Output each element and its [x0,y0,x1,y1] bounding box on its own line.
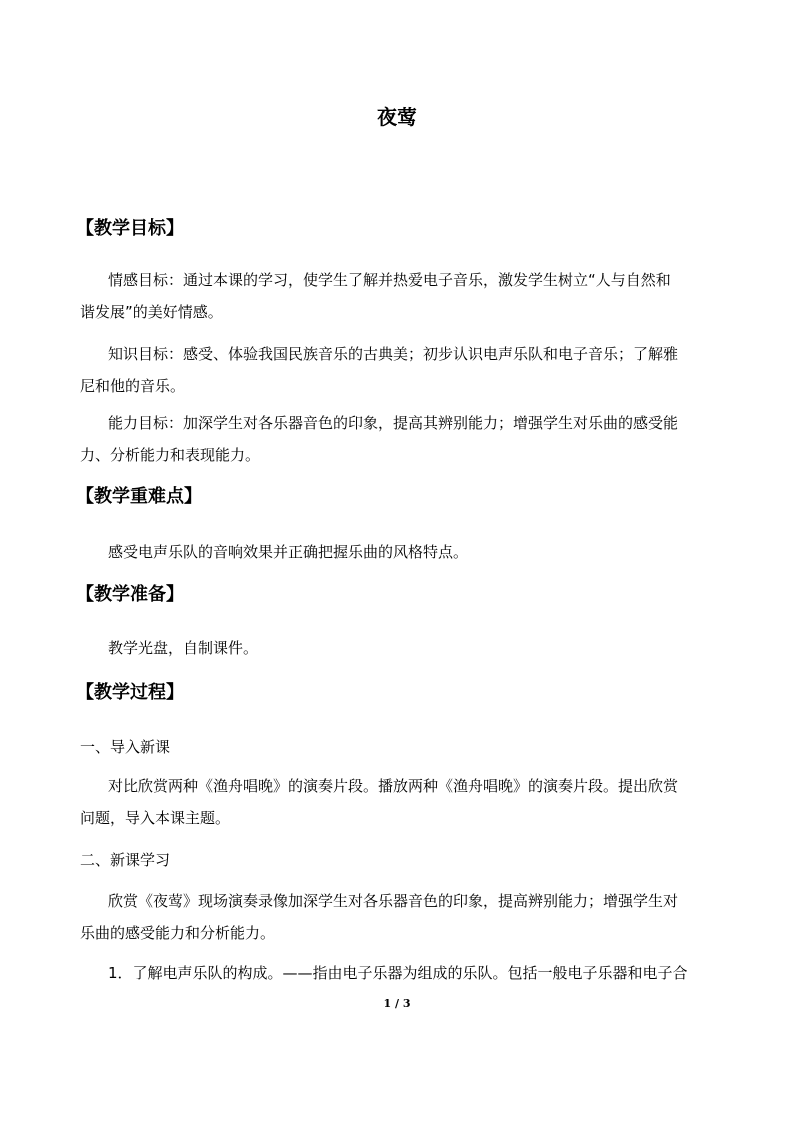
section-heading-goals: 【教学目标】 [76,218,184,239]
paragraph-step-1 [80,770,720,834]
paragraph-step-2 [80,885,720,949]
section-heading-key-points: 【教学重难点】 [76,486,202,507]
page-number: 1 / 3 [383,997,411,1010]
document-title: 夜莺 [377,105,417,129]
paragraph-line: 力、分析能力和表现能力。 [80,446,261,464]
paragraph-line: 知识目标：感受、体验我国民族音乐的古典美；初步认识电声乐队和电子音乐；了解雅 [108,345,679,363]
paragraph-line: 情感目标：通过本课的学习，使学生了解并热爱电子音乐，激发学生树立“人与自然和 [108,271,671,289]
process-step-2-title: 二、新课学习 [80,851,171,869]
paragraph-knowledge-goal [80,338,720,402]
paragraph-item-1 [80,957,720,989]
paragraph-key-points [80,536,720,568]
paragraph-line: 问题，导入本课主题。 [80,809,231,827]
paragraph-ability-goal [80,407,720,471]
paragraph-line: 能力目标：加深学生对各乐器音色的印象，提高其辨别能力；增强学生对乐曲的感受能 [108,414,679,432]
paragraph-line: 教学光盘，自制课件。 [108,639,259,657]
paragraph-line: 乐曲的感受能力和分析能力。 [80,924,276,942]
paragraph-line: 对比欣赏两种《渔舟唱晚》的演奏片段。播放两种《渔舟唱晚》的演奏片段。提出欣赏 [108,777,679,795]
paragraph-line: 1．了解电声乐队的构成。——指由电子乐器为组成的乐队。包括一般电子乐器和电子合 [108,964,688,982]
paragraph-line: 感受电声乐队的音响效果并正确把握乐曲的风格特点。 [108,543,469,561]
section-heading-preparation: 【教学准备】 [76,584,184,605]
process-step-1-title: 一、导入新课 [80,738,171,756]
paragraph-preparation [80,632,720,664]
paragraph-line: 欣赏《夜莺》现场演奏录像加深学生对各乐器音色的印象，提高辨别能力；增强学生对 [108,892,679,910]
paragraph-line: 尼和他的音乐。 [80,377,186,395]
section-heading-process: 【教学过程】 [76,682,184,703]
paragraph-emotional-goal [80,264,720,328]
paragraph-line: 谐发展”的美好情感。 [80,303,223,321]
